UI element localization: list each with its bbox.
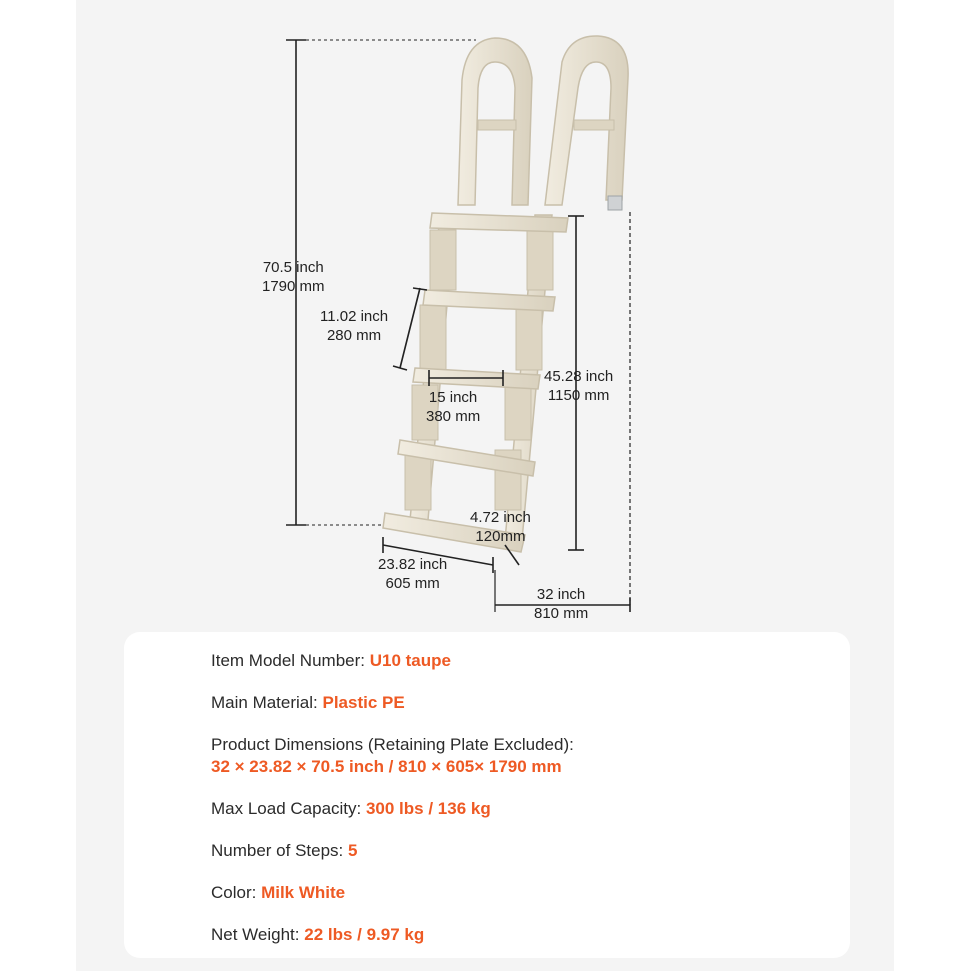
spec-color: Color: Milk White — [211, 883, 346, 902]
spec-material: Main Material: Plastic PE — [211, 693, 405, 712]
spec-max-load: Max Load Capacity: 300 lbs / 136 kg — [211, 799, 491, 818]
inner-height-label: 45.28 inch 1150 mm — [544, 368, 614, 404]
specs-card — [124, 632, 850, 958]
spec-product-dimensions: Product Dimensions (Retaining Plate Excluded): 32 × 23.82 × 70.5 inch / 810 × 605× 1790 mm — [211, 735, 574, 776]
step-depth-label: 4.72 inch 120mm — [470, 509, 531, 545]
total-depth-label: 32 inch 810 mm — [534, 586, 589, 622]
handrail-left — [458, 38, 532, 205]
step-width-label: 15 inch 380 mm — [426, 389, 481, 425]
spec-net-weight: Net Weight: 22 lbs / 9.97 kg — [211, 925, 425, 944]
handrail-right — [545, 36, 628, 210]
step-spacing-label: 11.02 inch 280 mm — [320, 308, 389, 344]
spec-model: Item Model Number: U10 taupe — [211, 651, 451, 670]
height-label: 70.5 inch 1790 mm — [262, 259, 325, 295]
base-width-label: 23.82 inch 605 mm — [378, 556, 448, 592]
spec-steps: Number of Steps: 5 — [211, 841, 358, 860]
